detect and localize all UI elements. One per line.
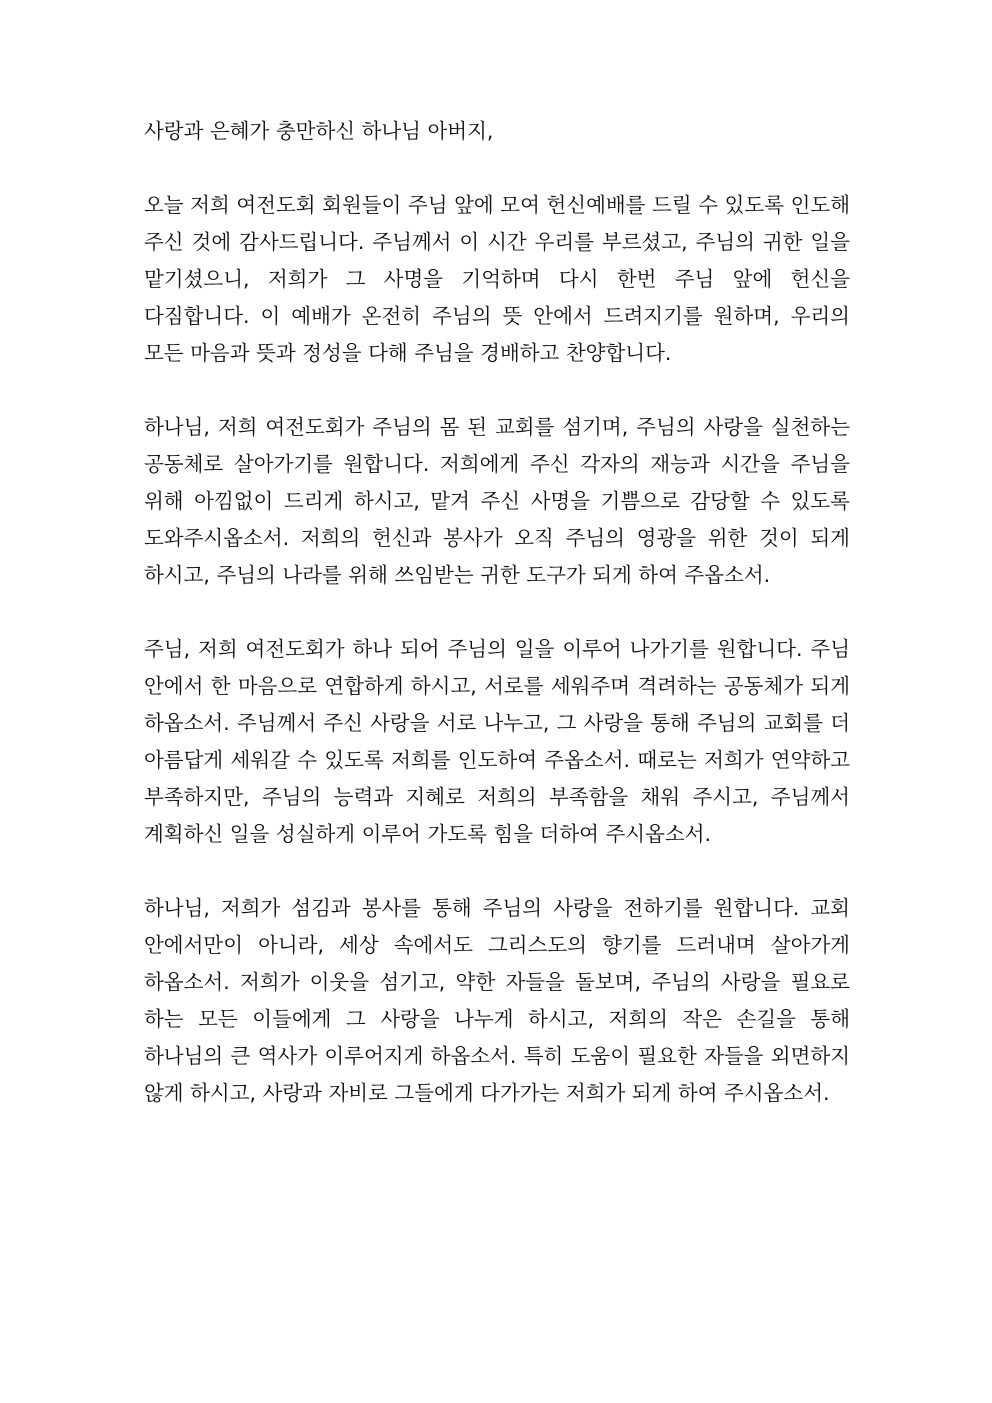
prayer-text xyxy=(144,113,850,1149)
paragraph-4: 하나님, 저희가 섬김과 봉사를 통해 주님의 사랑을 전하기를 원합니다. 교회 안에서만이 아니라, 세상 속에서도 그리스도의 향기를 드러내며 살아가게 하옵소서. 저희가 이웃을 섬기고, 약한 자들을 돌보며, 주님의 사랑을 필요로 하는 모든 이들에게 그 사랑을 나누게 하시고, 저희의 작은 손길을 통해 하나님의 큰 역사가 이루어지게 하옵소서. 특히 도움이 필요한 자들을 외면하지 않게 하시고, 사랑과 자비로 그들에게 다가가는 저희가 되게 하여 주시옵소서. xyxy=(144,896,850,1105)
paragraph-2: 하나님, 저희 여전도회가 주님의 몸 된 교회를 섬기며, 주님의 사랑을 실천하는 공동체로 살아가기를 원합니다. 저희에게 주신 각자의 재능과 시간을 주님을 위해 아낌없이 드리게 하시고, 맡겨 주신 사명을 기쁨으로 감당할 수 있도록 도와주시옵소서. 저희의 헌신과 봉사가 오직 주님의 영광을 위한 것이 되게 하시고, 주님의 나라를 위해 쓰임받는 귀한 도구가 되게 하여 주옵소서. xyxy=(144,415,850,587)
salutation-line: 사랑과 은혜가 충만하신 하나님 아버지, xyxy=(144,119,494,143)
paragraph-1: 오늘 저희 여전도회 회원들이 주님 앞에 모여 헌신예배를 드릴 수 있도록 인도해 주신 것에 감사드립니다. 주님께서 이 시간 우리를 부르셨고, 주님의 귀한 일을 맡기셨으니, 저희가 그 사명을 기억하며 다시 한번 주님 앞에 헌신을 다짐합니다. 이 예배가 온전히 주님의 뜻 안에서 드려지기를 원하며, 우리의 모든 마음과 뜻과 정성을 다해 주님을 경배하고 찬양합니다. xyxy=(144,193,850,365)
paragraph-3: 주님, 저희 여전도회가 하나 되어 주님의 일을 이루어 나가기를 원합니다. 주님 안에서 한 마음으로 연합하게 하시고, 서로를 세워주며 격려하는 공동체가 되게 하옵소서. 주님께서 주신 사랑을 서로 나누고, 그 사랑을 통해 주님의 교회를 더 아름답게 세워갈 수 있도록 저희를 인도하여 주옵소서. 때로는 저희가 연약하고 부족하지만, 주님의 능력과 지혜로 저희의 부족함을 채워 주시고, 주님께서 계획하신 일을 성실하게 이루어 가도록 힘을 더하여 주시옵소서. xyxy=(144,637,850,846)
